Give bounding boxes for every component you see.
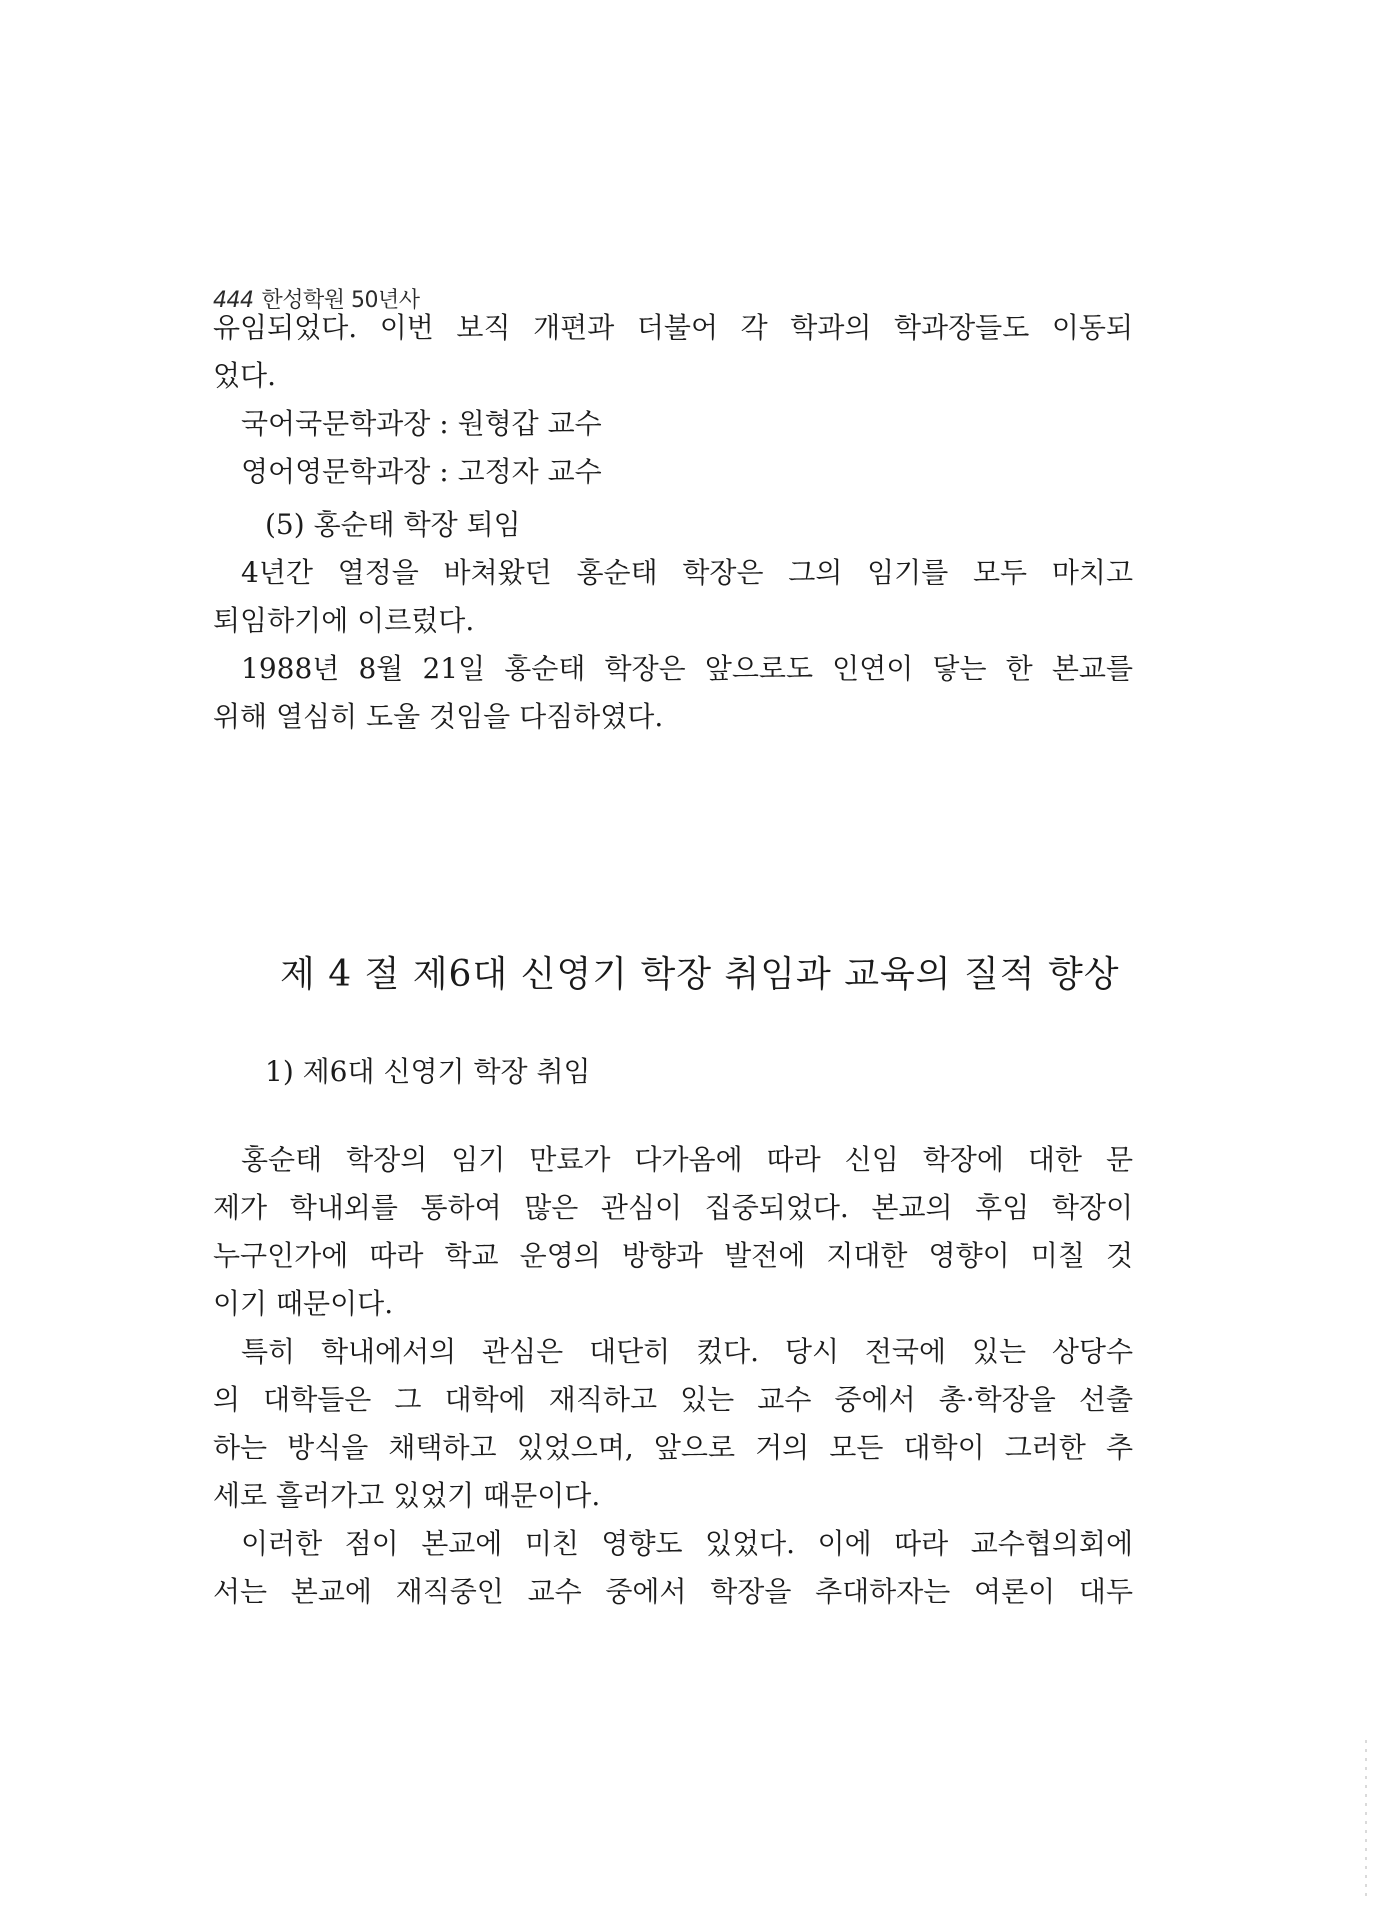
intro-block bbox=[213, 304, 1133, 496]
text-line: 세로 흘러가고 있었기 때문이다. bbox=[213, 1479, 601, 1512]
text-line: 이러한 점이 본교에 미친 영향도 있었다. 이에 따라 교수협의회에 bbox=[241, 1527, 1133, 1560]
page-number: 444 bbox=[213, 288, 254, 313]
appointment-line: 영어영문학과장 : 고정자 교수 bbox=[241, 455, 602, 488]
subsection-heading: (5) 홍순태 학장 퇴임 bbox=[265, 508, 521, 541]
section-4-body bbox=[213, 1136, 1133, 1616]
text-line: 의 대학들은 그 대학에 재직하고 있는 교수 중에서 총·학장을 선출 bbox=[213, 1383, 1133, 1416]
text-line: 이기 때문이다. bbox=[213, 1287, 394, 1320]
section-subheading: 1) 제6대 신영기 학장 취임 bbox=[265, 1055, 591, 1088]
section-title: 제 4 절 제6대 신영기 학장 취임과 교육의 질적 향상 bbox=[280, 954, 1120, 995]
text-line: 하는 방식을 채택하고 있었으며, 앞으로 거의 모든 대학이 그러한 추 bbox=[213, 1431, 1133, 1464]
appointment-line: 국어국문학과장 : 원형갑 교수 bbox=[241, 407, 602, 440]
text-line: 4년간 열정을 바쳐왔던 홍순태 학장은 그의 임기를 모두 마치고 bbox=[241, 556, 1133, 589]
text-line: 유임되었다. 이번 보직 개편과 더불어 각 학과의 학과장들도 이동되 bbox=[213, 311, 1133, 344]
text-line: 1988년 8월 21일 홍순태 학장은 앞으로도 인연이 닿는 한 본교를 bbox=[241, 652, 1133, 685]
text-line: 홍순태 학장의 임기 만료가 다가옴에 따라 신임 학장에 대한 문 bbox=[241, 1143, 1133, 1176]
text-line: 서는 본교에 재직중인 교수 중에서 학장을 추대하자는 여론이 대두 bbox=[213, 1575, 1133, 1608]
text-line: 었다. bbox=[213, 359, 276, 392]
text-line: 누구인가에 따라 학교 운영의 방향과 발전에 지대한 영향이 미칠 것 bbox=[213, 1239, 1133, 1272]
text-line: 특히 학내에서의 관심은 대단히 컸다. 당시 전국에 있는 상당수 bbox=[241, 1335, 1133, 1368]
text-line: 퇴임하기에 이르렀다. bbox=[213, 604, 475, 637]
text-line: 위해 열심히 도울 것임을 다짐하였다. bbox=[213, 700, 664, 733]
book-title: 한성학원 50년사 bbox=[261, 288, 420, 313]
subsection-5 bbox=[213, 501, 1133, 741]
text-line: 제가 학내외를 통하여 많은 관심이 집중되었다. 본교의 후임 학장이 bbox=[213, 1191, 1133, 1224]
scan-edge-artifact bbox=[1365, 1740, 1367, 1900]
